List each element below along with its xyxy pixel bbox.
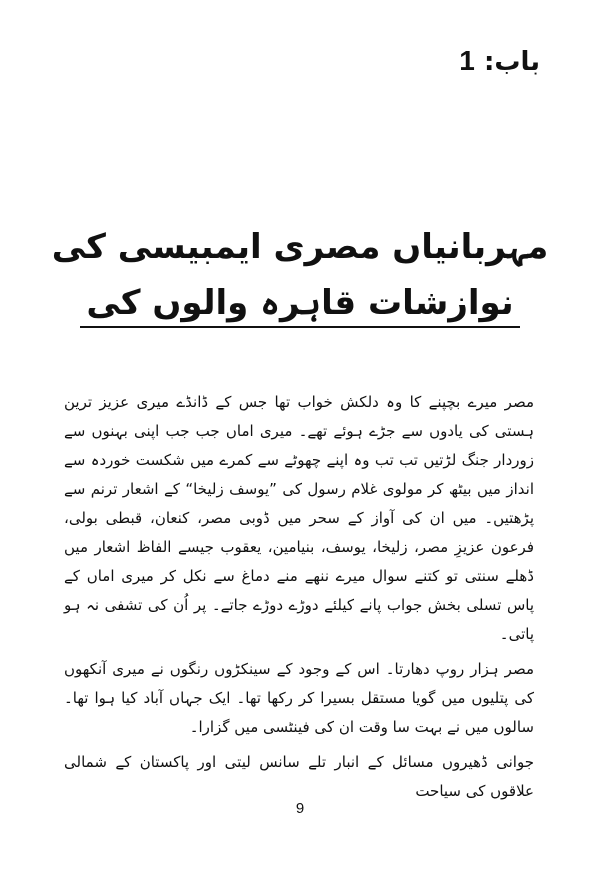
chapter-label: باب: (483, 47, 540, 77)
paragraph: جوانی ڈھیروں مسائل کے انبار تلے سانس لیتی اور پاکستان کے شمالی علاقوں کی سیاحت (64, 753, 534, 800)
chapter-heading (459, 46, 540, 77)
paragraph: مصر میرے بچپنے کا وہ دلکش خواب تھا جس کے ڈانڈے میری عزیز ترین ہستی کی یادوں سے جڑے ہوئے تھے۔ میری اماں جب جب اپنی بہنوں سے زوردار جنگ لڑتیں تب تب وہ اپنے چھوٹے سے کمرے میں شکست خوردہ سے انداز میں بیٹھ کر مولوی غلام رسول کی ”یوسف زلیخا“ کے اشعار ترنم سے پڑھتیں۔ میں ان کی آواز کے سحر میں ڈوبی مصر، کنعان، قبطی بولی، فرعون عزیزِ مصر، زلیخا، یوسف، بنیامین، یعقوب جیسے الفاظ اشعار میں ڈھلے سنتی تو کتنے سوال میرے ننھے منے دماغ سے نکل کر میری اماں کے پاس تسلی بخش جواب پانے کیلئے دوڑے دوڑے جاتے۔ پر اُن کی تشفی نہ ہو پاتی۔ (64, 393, 534, 643)
body-text (64, 388, 534, 812)
paragraph: مصر ہزار روپ دھارتا۔ اس کے وجود کے سینکڑوں رنگوں نے میری آنکھوں کی پتلیوں میں گویا مستقل بسیرا کر رکھا تھا۔ ایک جہاں آباد کیا ہوا تھا۔ سالوں میں نے بہت سا وقت ان کی فینٹسی میں گزارا۔ (64, 660, 534, 736)
chapter-number: 1 (459, 45, 475, 76)
chapter-title-line-2: نوازشات قاہرہ والوں کی (80, 282, 519, 328)
chapter-title-line-2-wrap (0, 282, 600, 328)
chapter-title-line-1: مہربانیاں مصری ایمبیسی کی (51, 227, 549, 267)
page-number: 9 (295, 800, 305, 817)
